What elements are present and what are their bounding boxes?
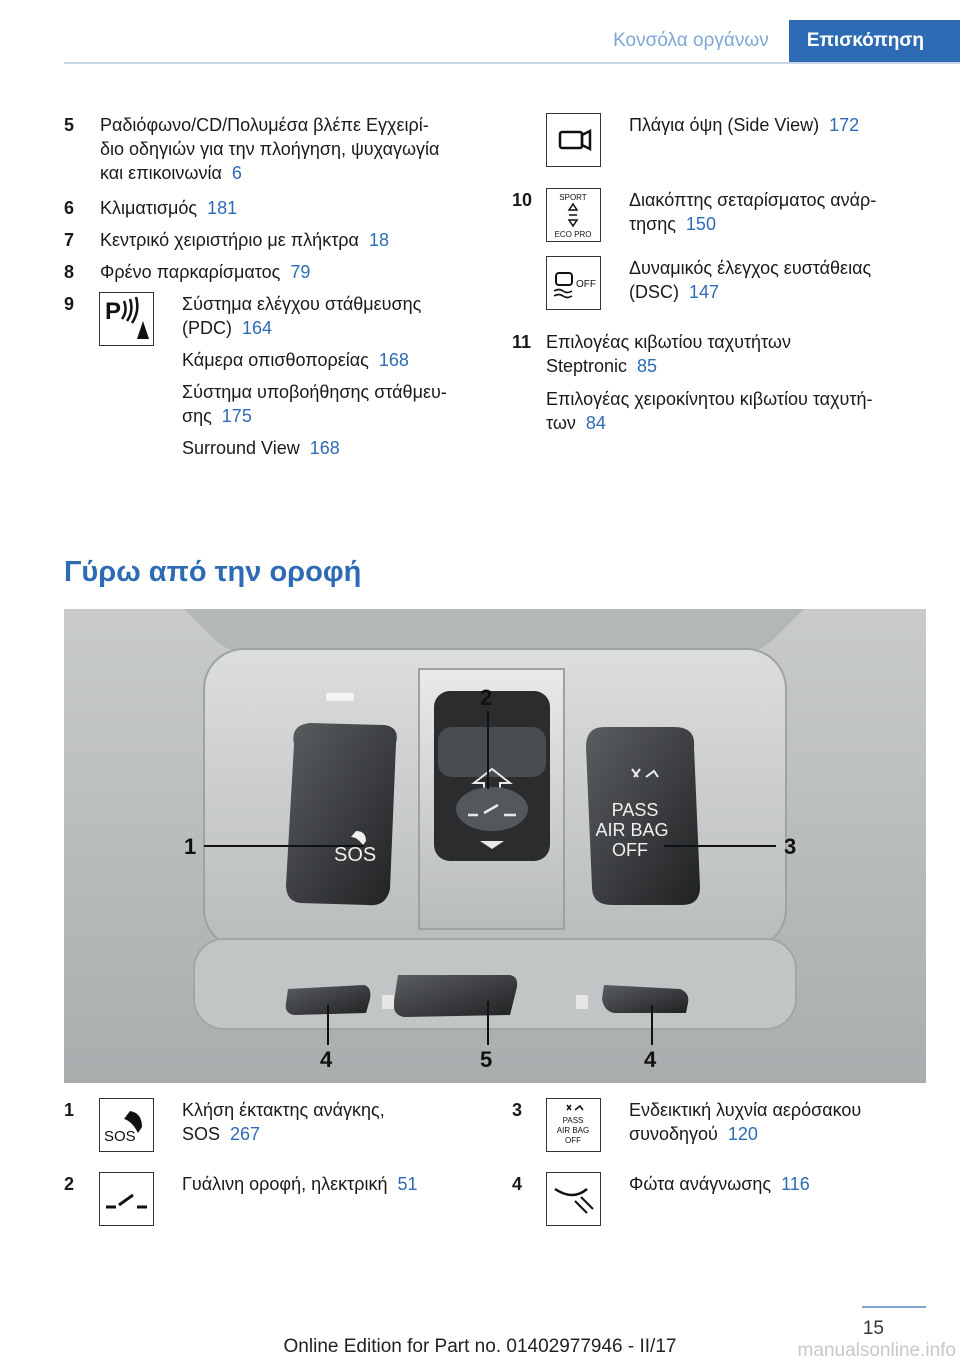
item-number: 4 xyxy=(512,1174,523,1194)
watermark: manualsonline.info xyxy=(797,1340,956,1361)
callout-4: 4 xyxy=(320,1047,333,1072)
item-text: Steptronic xyxy=(546,356,628,376)
item-text: Φώτα ανάγνωσης xyxy=(629,1174,772,1194)
list-item xyxy=(629,113,859,137)
item-text: (PDC) xyxy=(182,318,232,338)
pdc-icon xyxy=(99,292,154,346)
item-text: Πλάγια όψη (Side View) xyxy=(629,115,820,135)
item-text: και επικοινωνία xyxy=(100,163,222,183)
header-tabs xyxy=(593,20,960,62)
passenger-airbag-off-icon xyxy=(546,1098,601,1152)
sport-eco-pro-icon xyxy=(546,188,601,242)
page-link[interactable]: 79 xyxy=(290,262,311,282)
item-number: 5 xyxy=(64,115,75,135)
callout-2: 2 xyxy=(480,685,493,710)
footer-rule xyxy=(862,1306,926,1308)
tab-instrument-console[interactable]: Κονσόλα οργάνων xyxy=(613,30,769,51)
list-item xyxy=(629,256,871,304)
item-text: των xyxy=(546,413,576,433)
sos-phone-icon xyxy=(99,1098,154,1152)
item-text: Surround View xyxy=(182,438,300,458)
icon-text: ECO PRO xyxy=(554,230,592,239)
item-text: Γυάλινη οροφή, ηλεκτρική xyxy=(182,1174,388,1194)
list-item xyxy=(182,1172,418,1196)
item-text: Κάμερα οπισθοπορείας xyxy=(182,350,369,370)
icon-text: SOS xyxy=(104,1128,136,1145)
tab-overview[interactable]: Επισκόπηση xyxy=(789,20,960,62)
list-item xyxy=(182,380,447,428)
item-text: Σύστημα ελέγχου στάθμευσης xyxy=(182,294,422,314)
page-link[interactable]: 150 xyxy=(685,214,716,234)
item-number: 11 xyxy=(512,332,532,352)
item-text: Κεντρικό χειριστήριο με πλήκτρα xyxy=(100,230,359,250)
icon-text: AIR BAG xyxy=(556,1126,590,1135)
list-item xyxy=(100,260,310,284)
callout-1: 1 xyxy=(184,834,197,859)
callout-3: 3 xyxy=(784,834,797,859)
sunroof-icon xyxy=(99,1172,154,1226)
item-number: 6 xyxy=(64,198,75,218)
list-item xyxy=(546,387,873,435)
list-item xyxy=(100,113,439,185)
reading-light-icon xyxy=(546,1172,601,1226)
page-link[interactable]: 120 xyxy=(727,1124,758,1144)
item-text: διο οδηγιών για την πλοήγηση, ψυχαγωγία xyxy=(100,139,440,159)
page-link[interactable]: 147 xyxy=(689,282,720,302)
page-link[interactable]: 181 xyxy=(207,198,238,218)
callout-5: 5 xyxy=(480,1047,493,1072)
list-item xyxy=(100,228,389,252)
item-number: 1 xyxy=(64,1100,75,1120)
list-item xyxy=(629,188,876,236)
svg-text:P: P xyxy=(105,298,122,325)
side-view-camera-icon xyxy=(546,113,601,167)
sos-label: SOS xyxy=(334,844,377,866)
page-link[interactable]: 267 xyxy=(230,1124,261,1144)
item-number: 2 xyxy=(64,1174,75,1194)
airbag-label: AIR BAG xyxy=(595,820,669,840)
item-text: SOS xyxy=(182,1124,221,1144)
icon-text: PASS xyxy=(562,1116,584,1125)
item-text: Σύστημα υποβοήθησης στάθμευ- xyxy=(182,382,447,402)
page-link[interactable]: 175 xyxy=(221,406,252,426)
item-text: συνοδηγού xyxy=(629,1124,718,1144)
callout-4b: 4 xyxy=(644,1047,657,1072)
item-number: 10 xyxy=(512,190,533,210)
list-item xyxy=(629,1098,861,1146)
list-item xyxy=(182,292,421,340)
list-item xyxy=(182,348,409,372)
list-item xyxy=(182,436,340,460)
item-number: 8 xyxy=(64,262,75,282)
page-link[interactable]: 84 xyxy=(585,413,606,433)
page-link[interactable]: 168 xyxy=(309,438,340,458)
page-link[interactable]: 18 xyxy=(368,230,389,250)
item-text: Δυναμικός έλεγχος ευστάθειας xyxy=(629,258,872,278)
item-number: 9 xyxy=(64,294,75,314)
item-text: Φρένο παρκαρίσματος xyxy=(100,262,281,282)
item-text: τησης xyxy=(629,214,676,234)
roof-console-photo xyxy=(64,609,926,1083)
icon-text: SPORT xyxy=(559,193,587,202)
header-rule xyxy=(64,62,960,64)
list-item xyxy=(546,330,791,378)
off-label: OFF xyxy=(612,840,648,860)
item-text: (DSC) xyxy=(629,282,679,302)
item-text: Διακόπτης σεταρίσματος ανάρ- xyxy=(629,190,877,210)
page-link[interactable]: 168 xyxy=(378,350,409,370)
item-number: 3 xyxy=(512,1100,523,1120)
item-text: Κλιματισμός xyxy=(100,198,198,218)
item-text: Κλήση έκτακτης ανάγκης, xyxy=(182,1100,385,1120)
icon-text: OFF xyxy=(565,1136,581,1145)
item-number: 7 xyxy=(64,230,75,250)
page-link[interactable]: 51 xyxy=(397,1174,418,1194)
item-text: Επιλογέας κιβωτίου ταχυτήτων xyxy=(546,332,791,352)
page-link[interactable]: 164 xyxy=(242,318,273,338)
section-title: Γύρω από την οροφή xyxy=(64,556,362,588)
page-number: 15 xyxy=(862,1318,884,1339)
item-text: Ραδιόφωνο/CD/Πολυμέσα βλέπε Εγχειρί- xyxy=(100,115,429,135)
item-text: Επιλογέας χειροκίνητου κιβωτίου ταχυτή- xyxy=(546,389,873,409)
edition-footer: Online Edition for Part no. 01402977946 - II/17 xyxy=(283,1336,677,1357)
list-item xyxy=(182,1098,385,1146)
dsc-off-icon xyxy=(546,256,601,310)
page-link[interactable]: 6 xyxy=(231,163,242,183)
item-text: σης xyxy=(182,406,212,426)
page-link[interactable]: 116 xyxy=(781,1174,810,1194)
page-link[interactable]: 172 xyxy=(829,115,860,135)
icon-text: OFF xyxy=(576,279,596,290)
item-text: Ενδεικτική λυχνία αερόσακου xyxy=(629,1100,862,1120)
list-item xyxy=(629,1172,810,1196)
pass-label: PASS xyxy=(611,800,659,820)
list-item xyxy=(100,196,237,220)
page-link[interactable]: 85 xyxy=(637,356,658,376)
